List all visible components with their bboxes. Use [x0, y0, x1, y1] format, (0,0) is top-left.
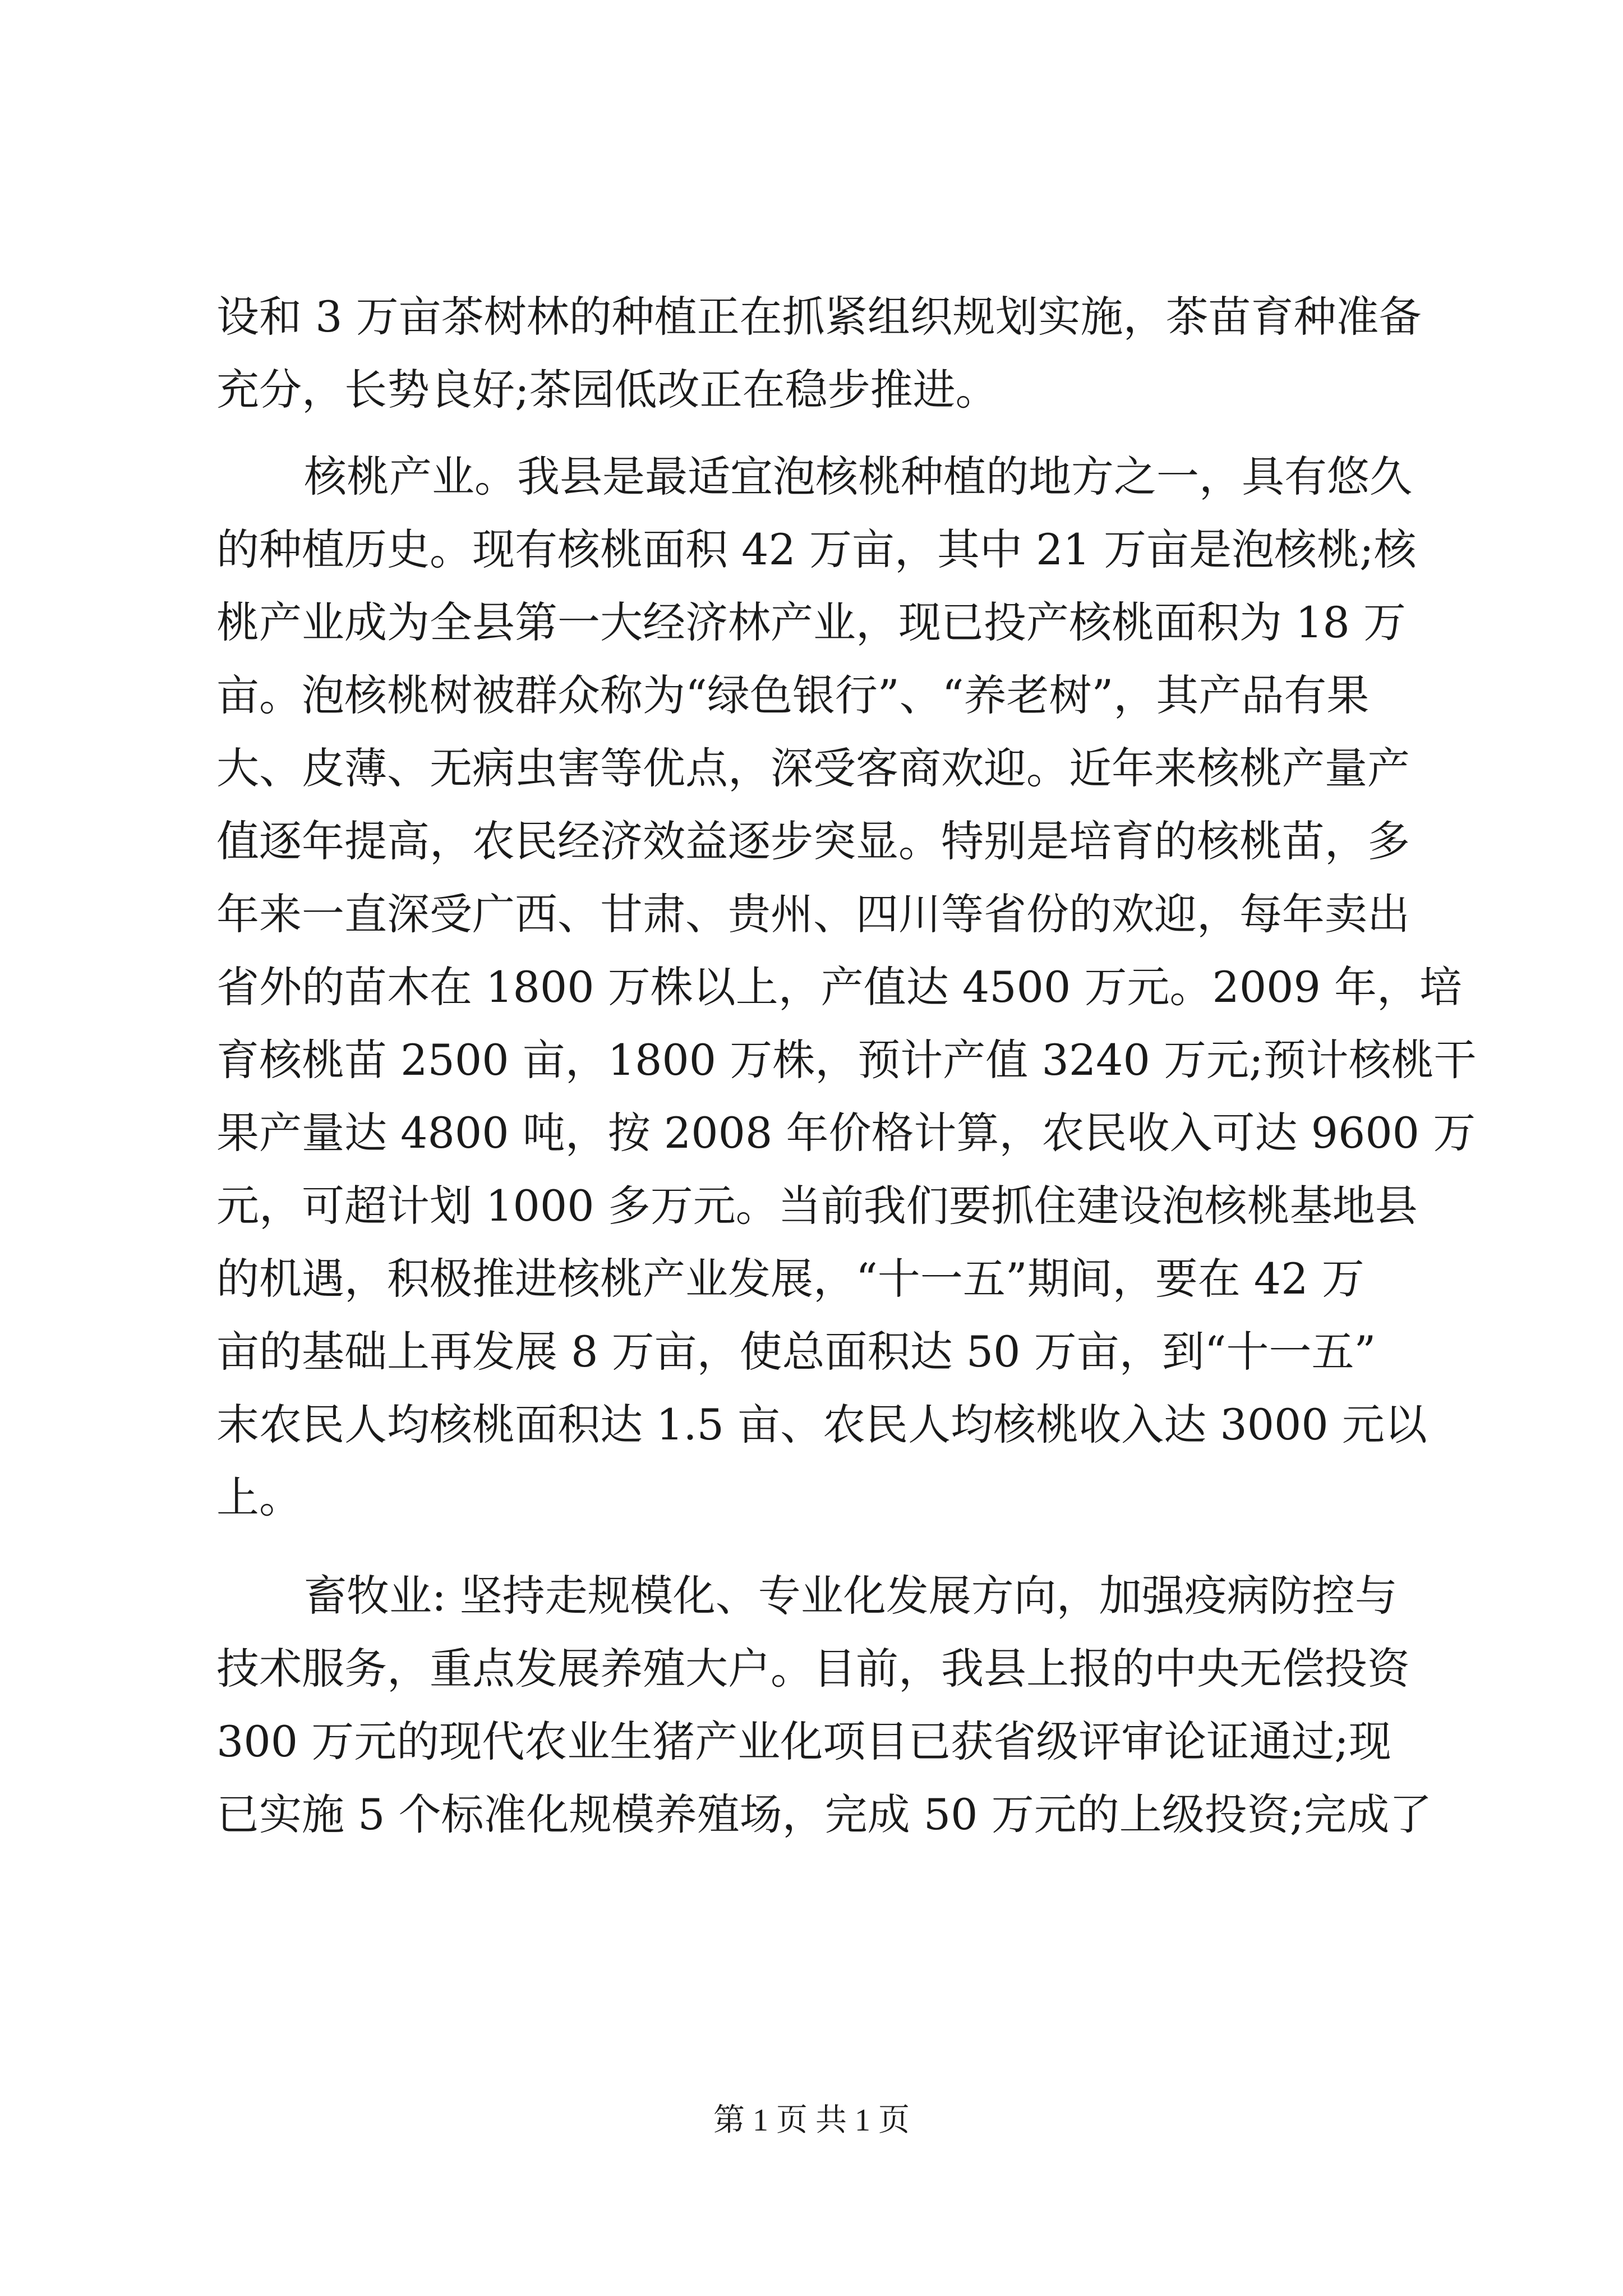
text-line: 设和 3 万亩茶树林的种植正在抓紧组织规划实施，茶苗育种准备 — [216, 292, 1422, 342]
text-line: 桃产业成为全县第一大经济林产业，现已投产核桃面积为 18 万 — [216, 597, 1407, 647]
text-line: 300 万元的现代农业生猪产业化项目已获省级评审论证通过;现 — [216, 1717, 1391, 1766]
text-line: 育核桃苗 2500 亩，1800 万株，预计产值 3240 万元;预计核桃干 — [216, 1035, 1477, 1085]
text-line: 大、皮薄、无病虫害等优点，深受客商欢迎。近年来核桃产量产 — [216, 743, 1410, 793]
text-line: 已实施 5 个标准化规模养殖场，完成 50 万元的上级投资;完成了 — [216, 1789, 1432, 1839]
text-line: 的机遇，积极推进核桃产业发展，“十一五”期间，要在 42 万 — [216, 1254, 1364, 1304]
paragraph-first-line: 畜牧业: 坚持走规模化、专业化发展方向，加强疫病防控与 — [304, 1571, 1398, 1621]
text-line: 亩的基础上再发展 8 万亩，使总面积达 50 万亩，到“十一五” — [216, 1327, 1376, 1377]
text-line: 充分，长势良好;茶园低改正在稳步推进。 — [216, 365, 998, 415]
text-line: 末农民人均核桃面积达 1.5 亩、农民人均核桃收入达 3000 元以 — [216, 1400, 1427, 1450]
text-line: 的种植历史。现有核桃面积 42 万亩，其中 21 万亩是泡核桃;核 — [216, 524, 1417, 574]
text-line: 省外的苗木在 1800 万株以上，产值达 4500 万元。2009 年，培 — [216, 962, 1463, 1012]
text-line: 值逐年提高，农民经济效益逐步突显。特别是培育的核桃苗，多 — [216, 816, 1410, 866]
paragraph-first-line: 核桃产业。我县是最适宜泡核桃种植的地方之一，具有悠久 — [304, 452, 1412, 501]
text-line: 果产量达 4800 吨，按 2008 年价格计算，农民收入可达 9600 万 — [216, 1108, 1476, 1158]
page-number-footer: 第 1 页 共 1 页 — [713, 2103, 910, 2138]
text-line: 元，可超计划 1000 多万元。当前我们要抓住建设泡核桃基地县 — [216, 1181, 1418, 1231]
text-line: 年来一直深受广西、甘肃、贵州、四川等省份的欢迎，每年卖出 — [216, 889, 1410, 939]
text-line: 上。 — [216, 1473, 302, 1522]
text-line: 技术服务，重点发展养殖大户。目前，我县上报的中央无偿投资 — [216, 1644, 1410, 1694]
text-line: 亩。泡核桃树被群众称为“绿色银行”、“养老树”，其产品有果 — [216, 670, 1370, 720]
